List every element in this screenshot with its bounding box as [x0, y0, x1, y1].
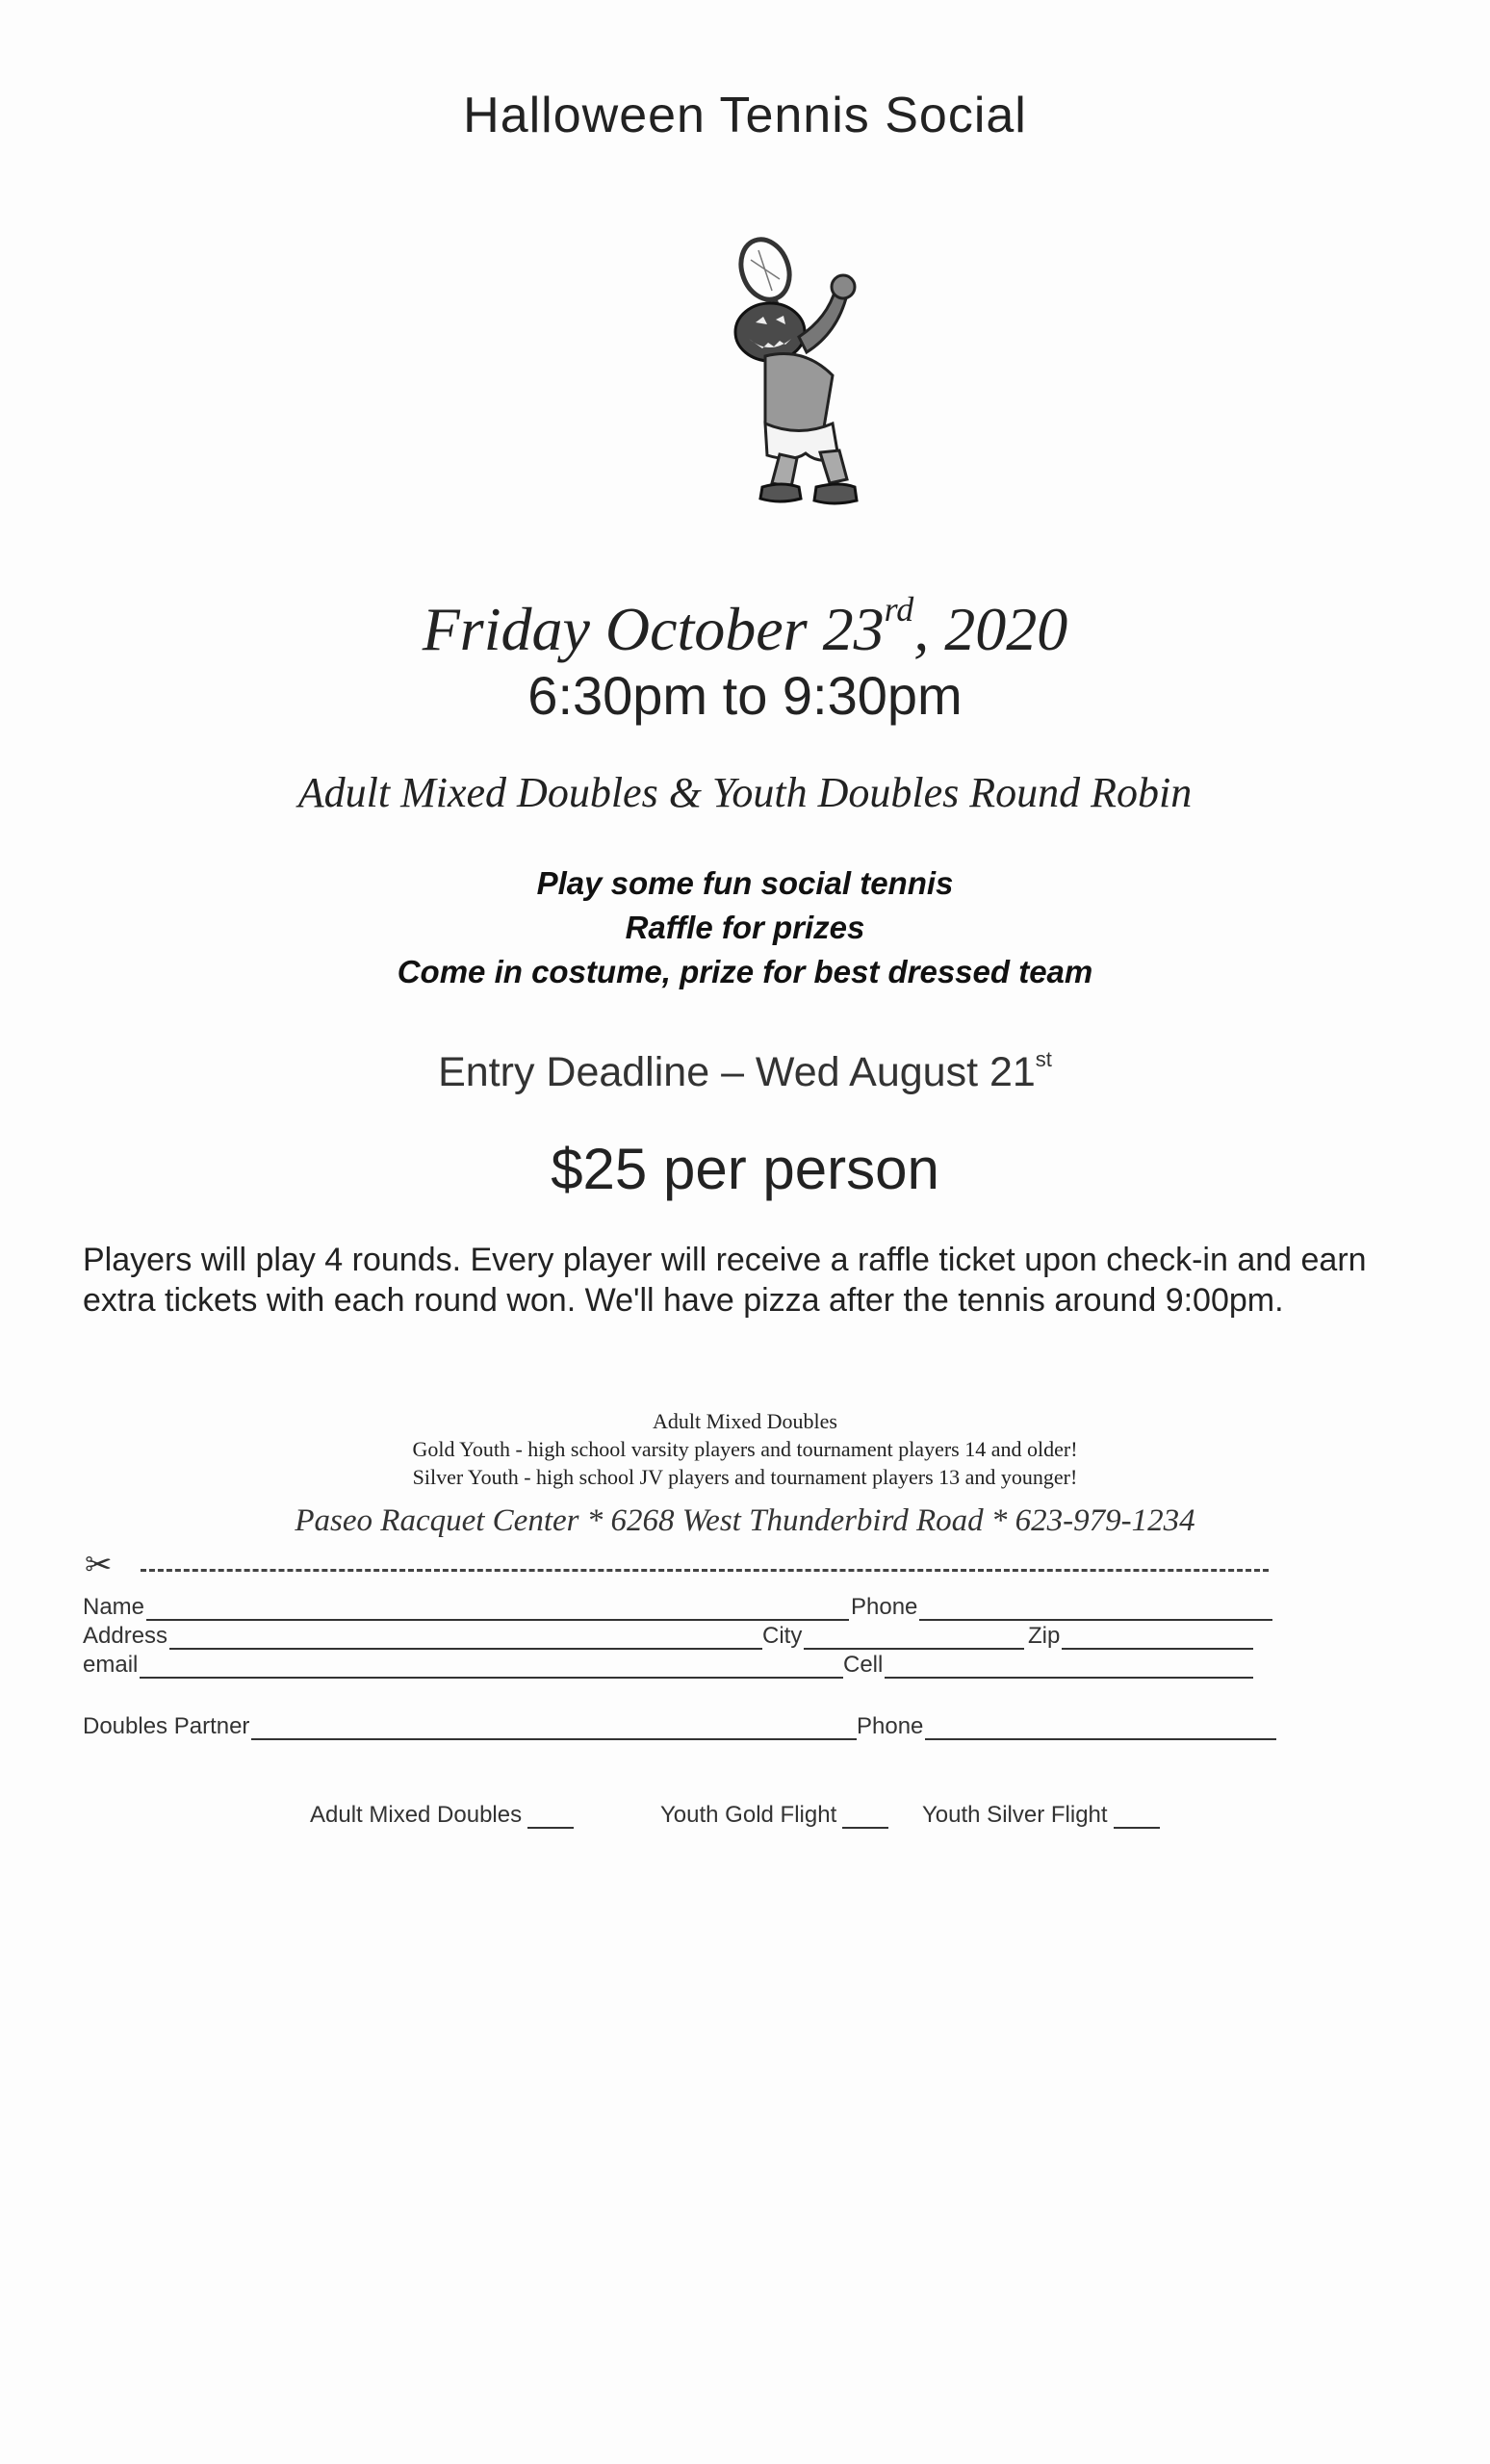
- phone-label: Phone: [851, 1594, 918, 1620]
- zip-field[interactable]: [1028, 1623, 1253, 1650]
- event-description: Players will play 4 rounds. Every player will receive a raffle ticket upon check-in and earn extra tickets with each round won. We'll have pizza after the tennis around 9:00pm.: [83, 1242, 1367, 1319]
- cell-blank[interactable]: [885, 1656, 1253, 1679]
- phone-blank[interactable]: [919, 1598, 1272, 1621]
- address-field[interactable]: [83, 1623, 762, 1650]
- event-date-suffix: rd: [884, 590, 914, 629]
- scissors-icon: ✂: [85, 1547, 113, 1583]
- name-label: Name: [83, 1594, 145, 1620]
- entry-deadline: [0, 1047, 1490, 1096]
- event-time: 6:30pm to 9:30pm: [527, 665, 963, 726]
- form-row-partner: [83, 1713, 1272, 1742]
- entry-deadline-text: Entry Deadline – Wed August 21: [438, 1049, 1036, 1095]
- flyer-title: Halloween Tennis Social: [463, 88, 1027, 143]
- email-field[interactable]: [83, 1652, 843, 1679]
- event-highlights: [0, 861, 1490, 994]
- event-date-year: , 2020: [913, 595, 1068, 663]
- division-item: Gold Youth - high school varsity players and tournament players 14 and older!: [412, 1437, 1078, 1461]
- phone-field[interactable]: [851, 1594, 1272, 1621]
- email-blank[interactable]: [140, 1656, 843, 1679]
- partner-phone-field[interactable]: [857, 1713, 1276, 1740]
- cell-field[interactable]: [843, 1652, 1253, 1679]
- highlight-line: Raffle for prizes: [625, 910, 865, 945]
- name-field[interactable]: [83, 1594, 849, 1621]
- partner-field[interactable]: [83, 1713, 857, 1740]
- venue-info: Paseo Racquet Center * 6268 West Thunderbird Road * 623-979-1234: [295, 1503, 1195, 1538]
- highlight-line: Play some fun social tennis: [536, 865, 954, 901]
- city-label: City: [762, 1623, 803, 1649]
- partner-phone-blank[interactable]: [925, 1717, 1276, 1740]
- form-row-email: [83, 1652, 1272, 1681]
- pumpkin-tennis-player-icon: [712, 231, 905, 520]
- email-label: email: [83, 1652, 139, 1678]
- cell-label: Cell: [843, 1652, 884, 1678]
- option-youth-gold[interactable]: [660, 1802, 888, 1829]
- option-adult-mixed-label: Adult Mixed Doubles: [310, 1802, 523, 1828]
- event-date: [0, 589, 1490, 665]
- division-item: Silver Youth - high school JV players and tournament players 13 and younger!: [412, 1465, 1078, 1489]
- address-label: Address: [83, 1623, 168, 1649]
- option-youth-gold-label: Youth Gold Flight: [660, 1802, 837, 1828]
- event-date-main: Friday October 23: [422, 595, 885, 663]
- entry-price: $25 per person: [551, 1137, 939, 1201]
- event-subtitle: Adult Mixed Doubles & Youth Doubles Round Robin: [297, 769, 1193, 816]
- highlight-line: Come in costume, prize for best dressed team: [397, 954, 1093, 989]
- zip-blank[interactable]: [1062, 1627, 1253, 1650]
- partner-blank[interactable]: [251, 1717, 857, 1740]
- division-item: Adult Mixed Doubles: [653, 1409, 837, 1433]
- dashed-divider: [141, 1569, 1269, 1572]
- option-youth-silver-label: Youth Silver Flight: [922, 1802, 1108, 1828]
- division-list: [0, 1407, 1490, 1491]
- cut-line: [85, 1547, 1269, 1583]
- city-field[interactable]: [762, 1623, 1024, 1650]
- name-blank[interactable]: [146, 1598, 849, 1621]
- zip-label: Zip: [1028, 1623, 1061, 1649]
- option-youth-gold-blank[interactable]: [842, 1806, 888, 1829]
- entry-deadline-suffix: st: [1035, 1047, 1052, 1071]
- option-adult-mixed-blank[interactable]: [527, 1806, 574, 1829]
- partner-phone-label: Phone: [857, 1713, 924, 1739]
- form-row-name: [83, 1594, 1272, 1623]
- option-adult-mixed[interactable]: [310, 1802, 574, 1829]
- option-youth-silver-blank[interactable]: [1114, 1806, 1160, 1829]
- partner-label: Doubles Partner: [83, 1713, 250, 1739]
- form-row-address: [83, 1623, 1272, 1652]
- option-youth-silver[interactable]: [922, 1802, 1160, 1829]
- city-blank[interactable]: [804, 1627, 1024, 1650]
- address-blank[interactable]: [169, 1627, 762, 1650]
